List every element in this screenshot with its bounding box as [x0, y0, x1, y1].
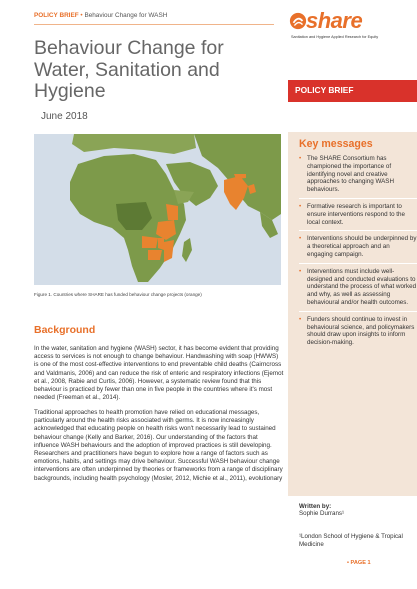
key-message-divider — [299, 311, 417, 312]
key-message-item: • Interventions must include well-designed and conducted evaluations to understand the process of what worked and why, as well as assessing behavioural and/or health outcomes. — [299, 268, 417, 307]
policy-brief-band — [288, 80, 417, 102]
publication-date: June 2018 — [41, 111, 88, 122]
author-label: Written by: — [299, 503, 332, 510]
header-separator: • — [80, 12, 83, 19]
author-affiliation: ¹London School of Hygiene & Tropical Medicine — [299, 533, 403, 549]
logo-wordmark: share — [306, 8, 363, 33]
header-subtitle: Behaviour Change for WASH — [84, 12, 168, 19]
key-message-divider — [299, 198, 417, 199]
key-message-item: • The SHARE Consortium has championed the importance of identifying novel and creative approaches to changing WASH behaviours. — [299, 155, 417, 194]
map-country-malawi — [158, 238, 164, 250]
map-country-kenya — [166, 204, 178, 220]
key-message-divider — [299, 230, 417, 231]
logo-swirl-icon — [289, 12, 307, 30]
header-rule — [34, 24, 274, 25]
share-logo — [289, 10, 404, 48]
key-messages-title: Key messages — [299, 138, 373, 150]
author-name: Sophie Durrans¹ — [299, 510, 345, 517]
key-messages-list — [299, 155, 417, 347]
background-paragraph-2: Traditional approaches to health promotion have relied on educational messages, particularly around the health risks associated with germs. It is now increasingly acknowledged that educating people on health risks won't necessarily lead to sustained behaviour change (Kelly and Barker, 2016). Our understanding of the factors that influence WASH behaviours and the adoption of improved practices is still developing. Researchers and practitioners have begun to explore how a range of factors such as emotions, habits, and settings may drive behaviour. Successful WASH behaviour change interventions are often underpinned by theories or frameworks from a range of disciplinary backgrounds, including health psychology (Mosler, 2012, Michie et al., 2011), evolutionary — [34, 409, 283, 482]
header-breadcrumb — [34, 12, 167, 19]
map-country-zambia — [142, 236, 158, 248]
key-message-item: • Funders should continue to invest in behavioural science, and policymakers should draw upon insights to inform decision-making. — [299, 316, 417, 347]
figure-caption: Figure 1. Countries where SHARE has funded behaviour change projects (orange) — [34, 292, 202, 297]
page-title: Behaviour Change for Water, Sanitation and Hygiene — [34, 37, 224, 102]
page-number: • PAGE 1 — [347, 560, 371, 566]
country-map — [34, 134, 281, 285]
key-message-item: • Formative research is important to ensure interventions respond to the local context. — [299, 203, 417, 226]
background-paragraph-1: In the water, sanitation and hygiene (WASH) sector, it has become evident that providing access to services is not enough to change behaviour. Handwashing with soap (HWWS) is one of the most cost-effective interventions to end preventable child deaths (Cairncross and Valdmanis, 2006) and can reduce the risk of enteric and respiratory infections (Ejemot et al., 2008, Rabie and Curtis, 2006). However, a systematic review found that this behaviour is practiced by fewer than one in five people in the countries where it's most needed (Freeman et al., 2014). — [34, 345, 284, 402]
map-country-zimbabwe — [148, 250, 162, 260]
author-block — [299, 503, 344, 517]
logo-tagline: Sanitation and Hygiene Applied Research for Equity — [291, 35, 379, 39]
key-message-item: • Interventions should be underpinned by a theoretical approach and an engaging campaign. — [299, 235, 417, 258]
map-graphic — [34, 134, 281, 285]
policy-brief-band-label: POLICY BRIEF — [295, 85, 354, 95]
key-message-divider — [299, 263, 417, 264]
header-label: POLICY BRIEF — [34, 12, 79, 19]
background-heading: Background — [34, 324, 96, 336]
